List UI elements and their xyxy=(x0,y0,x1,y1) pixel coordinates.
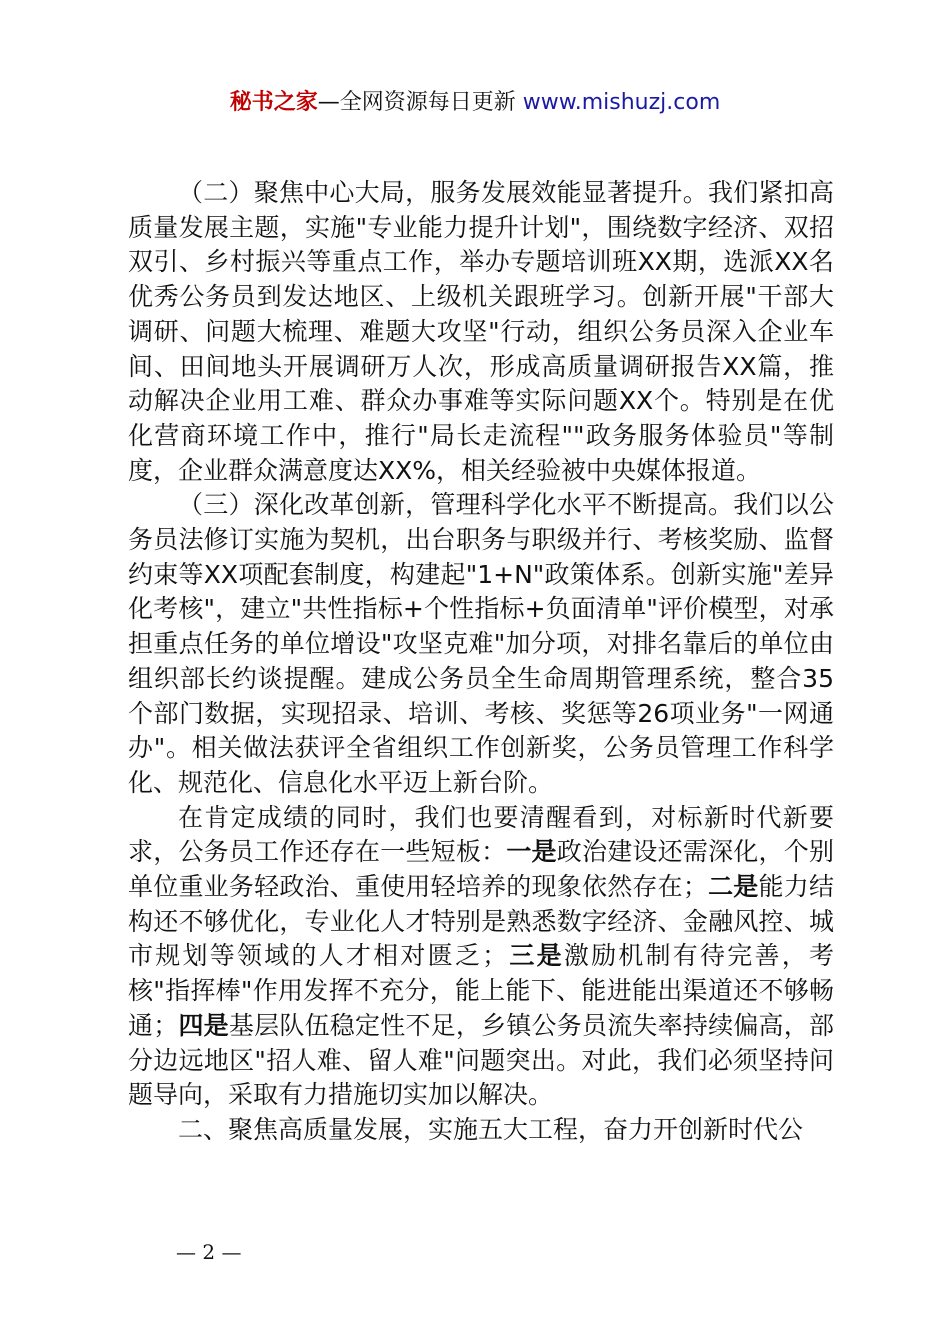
document-body xyxy=(128,176,834,1148)
paragraph-shortcomings xyxy=(128,801,834,1113)
keyword-second: 二是 xyxy=(707,872,759,902)
banner-brand: 秘书之家 xyxy=(229,90,318,115)
banner-url-link[interactable]: www.mishuzj.com xyxy=(522,90,721,115)
keyword-third: 三是 xyxy=(507,941,564,971)
banner-slogan: 全网资源每日更新 xyxy=(339,90,523,115)
page-number: — 2 — xyxy=(176,1240,242,1264)
shortcoming-2: 能力结构还不够优化，专业化人才特别是熟悉数字经济、金融风控、城市规划等领域的人才相对匮乏； xyxy=(128,872,834,971)
section-heading-2: 二、聚焦高质量发展，实施五大工程，奋力开创新时代公 xyxy=(178,1114,804,1144)
banner-dash: — xyxy=(317,90,340,115)
shortcoming-3: 激励机制有待完善，考核"指挥棒"作用发挥不充分，能上能下、能进能出渠道还不够畅通； xyxy=(128,941,834,1040)
keyword-first: 一是 xyxy=(506,837,557,867)
shortcomings-intro: 在肯定成绩的同时，我们也要清醒看到，对标新时代新要求，公务员工作还存在一些短板： xyxy=(128,802,834,867)
shortcoming-1: 政治建设还需深化，个别单位重业务轻政治、重使用轻培养的现象依然存在； xyxy=(128,837,834,902)
shortcoming-4: 基层队伍稳定性不足，乡镇公务员流失率持续偏高，部分边远地区"招人难、留人难"问题突出。对此，我们必须坚持问题导向，采取有力措施切实加以解决。 xyxy=(128,1010,834,1110)
paragraph-2-section: （二）聚焦中心大局，服务发展效能显著提升。我们紧扣高质量发展主题，实施"专业能力提升计划"，围绕数字经济、双招双引、乡村振兴等重点工作，举办专题培训班XX期，选派XX名优秀公务员到发达地区、上级机关跟班学习。创新开展"干部大调研、问题大梳理、难题大攻坚"行动，组织公务员深入企业车间、田间地头开展调研万人次，形成高质量调研报告XX篇，推动解决企业用工难、群众办事难等实际问题XX个。特别是在优化营商环境工作中，推行"局长走流程""政务服务体验员"等制度，企业群众满意度达XX%，相关经验被中央媒体报道。 xyxy=(128,178,834,485)
paragraph-3-section: （三）深化改革创新，管理科学化水平不断提高。我们以公务员法修订实施为契机，出台职务与职级并行、考核奖励、监督约束等XX项配套制度，构建起"1+N"政策体系。创新实施"差异化考核"，建立"共性指标+个性指标+负面清单"评价模型，对承担重点任务的单位增设"攻坚克难"加分项，对排名靠后的单位由组织部长约谈提醒。建成公务员全生命周期管理系统，整合35个部门数据，实现招录、培训、考核、奖惩等26项业务"一网通办"。相关做法获评全省组织工作创新奖，公务员管理工作科学化、规范化、信息化水平迈上新台阶。 xyxy=(128,490,834,797)
site-banner xyxy=(0,88,950,118)
keyword-fourth: 四是 xyxy=(178,1010,229,1040)
